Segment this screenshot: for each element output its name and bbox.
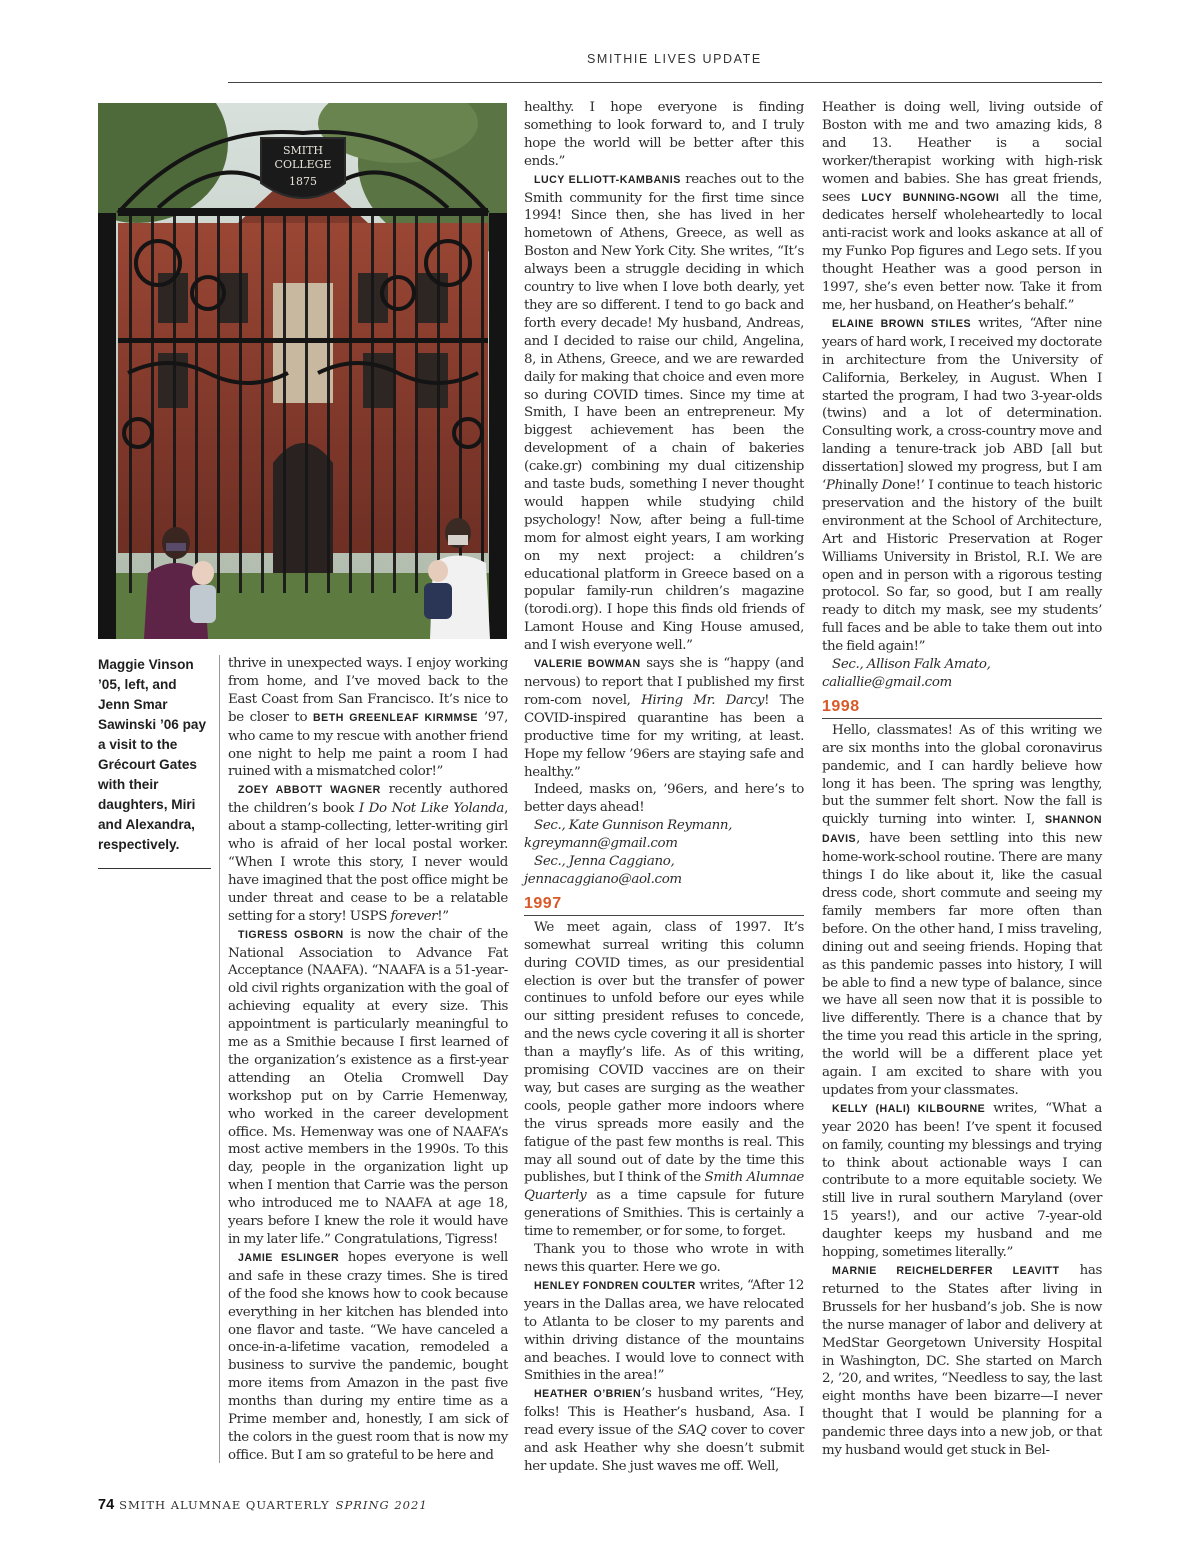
class-secretary: Sec., Allison Falk Amato, [832, 657, 991, 673]
magazine-abbrev: SAQ [677, 1423, 707, 1439]
paragraph [822, 1100, 1102, 1262]
body-text: one!’ I continue to teach historic preservation and the history of the built environment at the School of Architecture, Art and Historic Preservation at Roger Williams University in Bristol, R.I. We are open and in person with a rigorous testing protocol. So far, so good, but I am really ready to ditch my mask, see my students’ full faces and be able to take them out into the field again!” [822, 478, 1102, 655]
class-year-heading: 1998 [822, 698, 1102, 719]
column-1 [228, 655, 508, 1465]
magazine-title: Smith Alumnae Quarterly [524, 1170, 804, 1204]
page-number: 74 [98, 1497, 115, 1513]
paragraph: healthy. I hope everyone is finding something to look forward to, and I truly hope the world will be better after this ends.” [524, 100, 804, 169]
column-divider [219, 655, 220, 1463]
body-text: cover to cover and ask Heather why she doesn’t submit her update. She just waves me off. Well, [524, 1423, 804, 1474]
paragraph: Thank you to those who wrote in with news this quarter. Here we go. [524, 1242, 804, 1275]
photo-caption: Maggie Vinson ’05, left, and Jenn Smar Sawinski ’06 pay a visit to the Grécourt Gates with their daughters, Miri and Alexandra, respectively. [98, 657, 207, 852]
paragraph [228, 1249, 508, 1465]
paragraph: Indeed, masks on, ’96ers, and here’s to better days ahead! [524, 782, 804, 816]
class-secretary: Sec., Kate Gunnison Reymann, [534, 818, 733, 834]
body-text: reaches out to the Smith community for the first time since 1994! Since then, she has lived in her hometown of Athens, Greece, as well as Boston and New York City. She writes, “It’s always been a struggle deciding in which country to live when I love both dearly, yet they are so different. I tend to go back and forth every decade! My husband, Andreas, and I decided to raise our child, Angelina, 8, in Athens, Greece, and we are rewarded daily for making that choice and even more so during COVID times. Since my time at Smith, I have been an entrepreneur. My biggest achievement has been the development of a chain of bakeries (cake.gr) combining my dual citizenship and taste buds, something I never thought would happen while studying child psychology! Now, after being a full-time mom for almost eight years, I am working on my next project: a children’s educational platform in Greece based on a popular family-run children’s magazine (torodi.org). I hope this finds old friends of Lamont House and King House amused, and I wish everyone well.” [524, 171, 804, 654]
paragraph [822, 1262, 1102, 1460]
body-text: Heather is doing well, living outside of Boston with me and two amazing kids, 8 and 13. Heather is a social worker/therapist working with high-risk women and babies. She has great friends, sees [822, 100, 1102, 205]
secretary-email[interactable]: jennacaggiano@aol.com [524, 871, 682, 887]
classmate-name: LUCY ELLIOTT-KAMBANIS [534, 173, 681, 186]
header-rule [228, 82, 1102, 83]
sign-text-line3: 1875 [289, 175, 317, 188]
body-text: as a time capsule for future generations of Smithies. This is certainly a time to remember, or for some, to forget. [524, 1188, 804, 1240]
paragraph [524, 919, 804, 1241]
gate-photo-illustration [98, 103, 507, 639]
sign-text-line1: SMITH [282, 144, 324, 157]
caption-rule [98, 868, 211, 869]
body-text: says she is “happy (and nervous) to report that I published my first rom-com novel, [524, 656, 804, 708]
classmate-name: SHANNON DAVIS [822, 814, 1102, 846]
body-text: inally [842, 478, 882, 494]
paragraph [822, 722, 1102, 1100]
classmate-name: ELAINE BROWN STILES [832, 317, 972, 330]
body-text: thrive in unexpected ways. I enjoy working from home, and I’ve moved back to the East Coast from San Francisco. It’s nice to be closer to [228, 656, 508, 725]
paragraph [524, 655, 804, 781]
body-text: Hello, classmates! As of this writing we are six months into the global coronavirus pandemic, and I can hardly believe how long it has been. The spring was lengthy, but the summer felt short. Now the fall is quickly turning into winter. I, [822, 722, 1102, 828]
body-text: all the time, dedicates herself wholeheartedly to local anti-racist work and looks askance at all of my Funko Pop figures and Lego sets. If you thought Heather was a good person in 1997, she’s even better now. Take it from me, her husband, on Heather’s behalf.” [822, 189, 1102, 313]
paragraph [228, 655, 508, 781]
publication-name: SMITH ALUMNAE QUARTERLY [119, 1498, 330, 1512]
book-title: Hiring Mr. Darcy [641, 692, 765, 708]
body-text: writes, “After nine years of hard work, I received my doctorate in architecture from the University of California, Berkeley, in August. When I started the program, I had two 3-year-olds (twins) and a lot of determination. Consulting work, a cross-country move and landing a tenure-track job ABD [all but dissertation] slowed my progress, but I am ‘ [822, 315, 1102, 494]
paragraph [228, 781, 508, 925]
paragraph [524, 171, 804, 655]
body-text: ’97, who came to my rescue with another friend one night to help me paint a room I had ruined with a mismatched color!” [228, 709, 508, 780]
classmate-name: HEATHER O’BRIEN [534, 1388, 642, 1401]
body-text: We meet again, class of 1997. It’s somewhat surreal writing this column during COVID times, as our presidential election is over but the transfer of power continues to unfold before our eyes while our sitting president refuses to concede, and the news cycle covering it all is shorter than a mayfly’s life. As of this writing, promising COVID vaccines are on their way, but cases are surging as the weather cools, people gather more indoors where the virus spreads more easily and the fatigue of the past few months is real. This may all sound out of date by the time this publishes, but I think of the [524, 919, 804, 1186]
body-text: has returned to the States after living in Brussels for her husband’s job. She is now the nurse manager of labor and delivery at MedStar Georgetown University Hospital in Washington, DC. She started on March 2, ’20, and writes, “Needless to say, the last eight months have been bizarre—I never thought that I would be planning for a pandemic three days into a new job, or that my husband would get stuck in Bel- [822, 1263, 1102, 1459]
body-text: ! The COVID-inspired quarantine has been a productive time for my writing, at least. Hope my fellow ’96ers are staying safe and healthy.” [524, 692, 805, 780]
classmate-name: HENLEY FONDREN COULTER [534, 1279, 696, 1292]
paragraph [822, 315, 1102, 656]
classmate-name: LUCY BUNNING-NGOWI [861, 191, 1000, 204]
photo-grecourt-gates [98, 103, 507, 639]
body-text: , have been settling into this new home-work-school routine. There are many things I do like about it, like the casual dress code, short commute and seeing my family members far more often than before. On the other hand, I miss traveling, dining out and seeing friends. Hoping that as this pandemic passes into history, I will be able to find a new type of balance, since we have all seen now that it is possible to live differently. There is a chance that by the time you read this article in the spring, the world will be a different place yet again. I am excited to share with you updates from your classmates. [822, 831, 1102, 1098]
paragraph [524, 1277, 804, 1385]
classmate-name: JAMIE ESLINGER [238, 1251, 340, 1264]
secretary-email[interactable]: caliallie@gmail.com [822, 675, 952, 690]
classmate-name: BETH GREENLEAF KIRMMSE [313, 711, 478, 724]
secretary-email[interactable]: kgreymann@gmail.com [524, 836, 678, 852]
class-secretary: Sec., Jenna Caggiano, [534, 854, 675, 870]
section-header: SMITHIE LIVES UPDATE [587, 52, 762, 66]
sign-text-line2: COLLEGE [274, 158, 332, 171]
book-title: I Do Not Like Yolanda [358, 801, 505, 817]
body-text: writes, “What a year 2020 has been! I’ve spent it focused on family, counting my blessings and trying to think about actionable ways I can contribute to a more equitable society. We still live in rural southern Maryland (over 15 years!), and our active 7-year-old daughter keeps my husband and me hopping, sometimes literally.” [822, 1100, 1102, 1261]
classmate-name: VALERIE BOWMAN [534, 658, 641, 671]
paragraph [228, 926, 508, 1249]
gate-pillar-left [98, 213, 116, 639]
body-text: , about a stamp-collecting, letter-writing girl who is afraid of her local postal worker. “When I wrote this story, I never would have imagined that the post office might be under threat and cease to be a relatable setting for a story! USPS [228, 801, 508, 924]
paragraph [822, 99, 1102, 315]
classmate-name: ZOEY ABBOTT WAGNER [238, 784, 381, 797]
classmate-name: TIGRESS OSBORN [238, 928, 344, 941]
classmate-name: MARNIE REICHELDERFER LEAVITT [832, 1265, 1060, 1277]
gate-pillar-right [489, 213, 507, 639]
body-text: ’s husband writes, “Hey, folks! This is Heather’s husband, Asa. I read every issue of the [524, 1386, 804, 1439]
body-text: recently authored the children’s book [228, 782, 508, 817]
paragraph [524, 1385, 804, 1476]
column-3 [822, 99, 1102, 1460]
class-year-heading: 1997 [524, 895, 804, 916]
classmate-name: KELLY (HALI) KILBOURNE [832, 1102, 986, 1115]
issue-label: SPRING 2021 [335, 1498, 428, 1512]
page-footer [98, 1497, 428, 1513]
body-text: writes, “After 12 years in the Dallas area, we have relocated to Atlanta to be closer to my parents and within driving distance of the mountains and beaches. I would love to connect with Smithies in the area!” [524, 1277, 804, 1384]
body-text: !” [437, 908, 449, 924]
body-text: is now the chair of the National Association to Advance Fat Acceptance (NAAFA). “NAAFA is a 51-year-old civil rights organization with the goal of achieving equality at every size. This appointment is particularly meaningful to me as a Smithie because I first learned of the organization’s existence as a first-year attending an Otelia Cromwell Day workshop put on by Carrie Hemenway, who worked in the career development office. Ms. Hemenway was one of NAAFA’s most active members in the 1990s. To this day, people in the organization light up when I mention that Carrie was the person who introduced me to NAAFA at age 18, years before I knew the role it would have in my later life.” Congratulations, Tigress! [228, 926, 508, 1247]
emphasis: forever [390, 908, 438, 924]
column-2 [524, 99, 804, 1476]
emphasis: D [881, 478, 893, 494]
emphasis: Ph [825, 478, 843, 494]
body-text: hopes everyone is well and safe in these crazy times. She is tired of the food she knows how to cook because everything in her kitchen has blended into one flavor and taste. “We have canceled a once-in-a-lifetime vacation, remodeled a business to survive the pandemic, bought more items from Amazon in the past five months than during my entire time as a Prime member and, honestly, I am sick of the colors in the guest room that is now my office. But I am so grateful to be here and [228, 1249, 508, 1463]
